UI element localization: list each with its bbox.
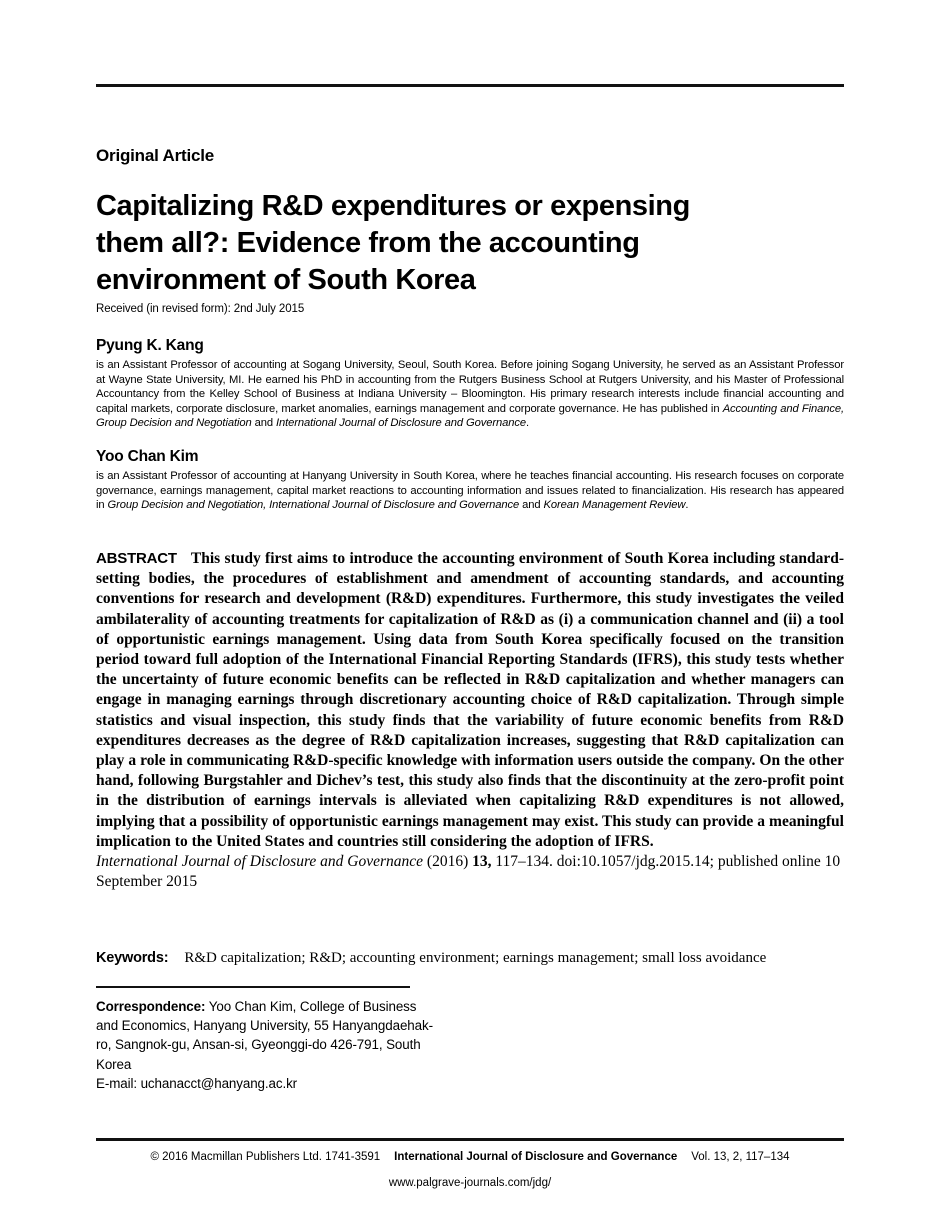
article-title	[96, 188, 816, 299]
abstract-section	[96, 549, 844, 892]
correspondence-rule	[96, 986, 410, 988]
keywords-label: Keywords:	[96, 950, 169, 966]
correspondence-address: Yoo Chan Kim, College of Business and Economics, Hanyang University, 55 Hanyangdaehak-ro, Sangnok-gu, Ansan-si, Gyeonggi-do 426-791, South Korea	[96, 999, 433, 1072]
footer-volume: Vol. 13, 2, 117–134	[691, 1151, 790, 1163]
keywords-row	[96, 950, 844, 967]
abstract-text: This study first aims to introduce the accounting environment of South Korea including standard-setting bodies, the procedures of establishment and amendment of accounting standards, and accounting conventions for research and development (R&D) expenditures. Furthermore, this study investigates the veiled ambilaterality of accounting treatments for capitalization of R&D as (i) a communication channel and (ii) a tool of opportunistic earnings management. Using data from South Korea specifically focused on the transition period toward full adoption of the International Financial Reporting Standards (IFRS), this study tests whether the uncertainty of future economic benefits can be reflected in R&D capitalization and whether managers can engage in managing earnings through discretionary accounting choice of R&D capitalization. Through simple statistics and visual inspection, this study finds that the variability of future economic benefits from R&D expenditures decreases as the degree of R&D capitalization increases, suggesting that R&D capitalization can play a role in communicating R&D-specific knowledge with information users outside the company. On the other hand, following Burgstahler and Dichev’s test, this study also finds that the discontinuity at the zero-profit point in the distribution of earnings intervals is alleviated when capitalizing R&D expenditures is not allowed, implying that a possibility of opportunistic earnings management may exist. This study can provide a meaningful implication to the United States and countries still considering the adoption of IFRS.	[96, 550, 844, 850]
article-title-line-2: them all?: Evidence from the accounting	[96, 227, 640, 259]
correspondence-email: E-mail: uchanacct@hanyang.ac.kr	[96, 1075, 298, 1091]
received-date: Received (in revised form): 2nd July 2015	[96, 303, 305, 315]
keywords-text: R&D capitalization; R&D; accounting environment; earnings management; small loss avoidance	[184, 950, 767, 966]
footer-imprint-line	[96, 1151, 844, 1163]
abstract-paragraph	[96, 549, 844, 852]
footer-url: www.palgrave-journals.com/jdg/	[388, 1177, 552, 1189]
author-bio: is an Assistant Professor of accounting at Sogang University, Seoul, South Korea. Before joining Sogang University, he served as an Assistant Professor at Wayne State University, MI. He earned his PhD in accounting from the Rutgers Business School at Rutgers University, and his Master of Professional Accountancy from the Kelley School of Business at Indiana University – Bloomington. His primary research interests include financial accounting and capital markets, corporate disclosure, market anomalies, earnings management and corporate governance. He has published in Accounting and Finance, Group Decision and Negotiation and International Journal of Disclosure and Governance.	[96, 359, 844, 430]
article-title-line-3: environment of South Korea	[96, 264, 476, 296]
abstract-label: ABSTRACT	[96, 550, 177, 567]
article-title-line-1: Capitalizing R&D expenditures or expensing	[96, 190, 690, 222]
correspondence-block	[96, 997, 436, 1093]
author-name: Yoo Chan Kim	[96, 448, 199, 465]
correspondence-text	[96, 997, 436, 1074]
footer-rule	[96, 1138, 844, 1141]
correspondence-label: Correspondence:	[96, 999, 206, 1014]
footer-copyright: © 2016 Macmillan Publishers Ltd. 1741-3591	[150, 1151, 381, 1163]
footer-journal-title: International Journal of Disclosure and Governance	[394, 1151, 678, 1163]
author-name: Pyung K. Kang	[96, 337, 204, 354]
author-bio: is an Assistant Professor of accounting at Hanyang University in South Korea, where he teaches financial accounting. His research focuses on corporate governance, earnings management, capital market reactions to accounting information and issues related to financialization. His research has appeared in Group Decision and Negotiation, International Journal of Disclosure and Governance and Korean Management Review.	[96, 470, 844, 512]
article-type-label: Original Article	[96, 146, 215, 165]
header-rule	[96, 84, 844, 87]
citation-line: International Journal of Disclosure and Governance (2016) 13, 117–134. doi:10.1057/jdg.2015.14; published online 10 September 2015	[96, 853, 841, 891]
